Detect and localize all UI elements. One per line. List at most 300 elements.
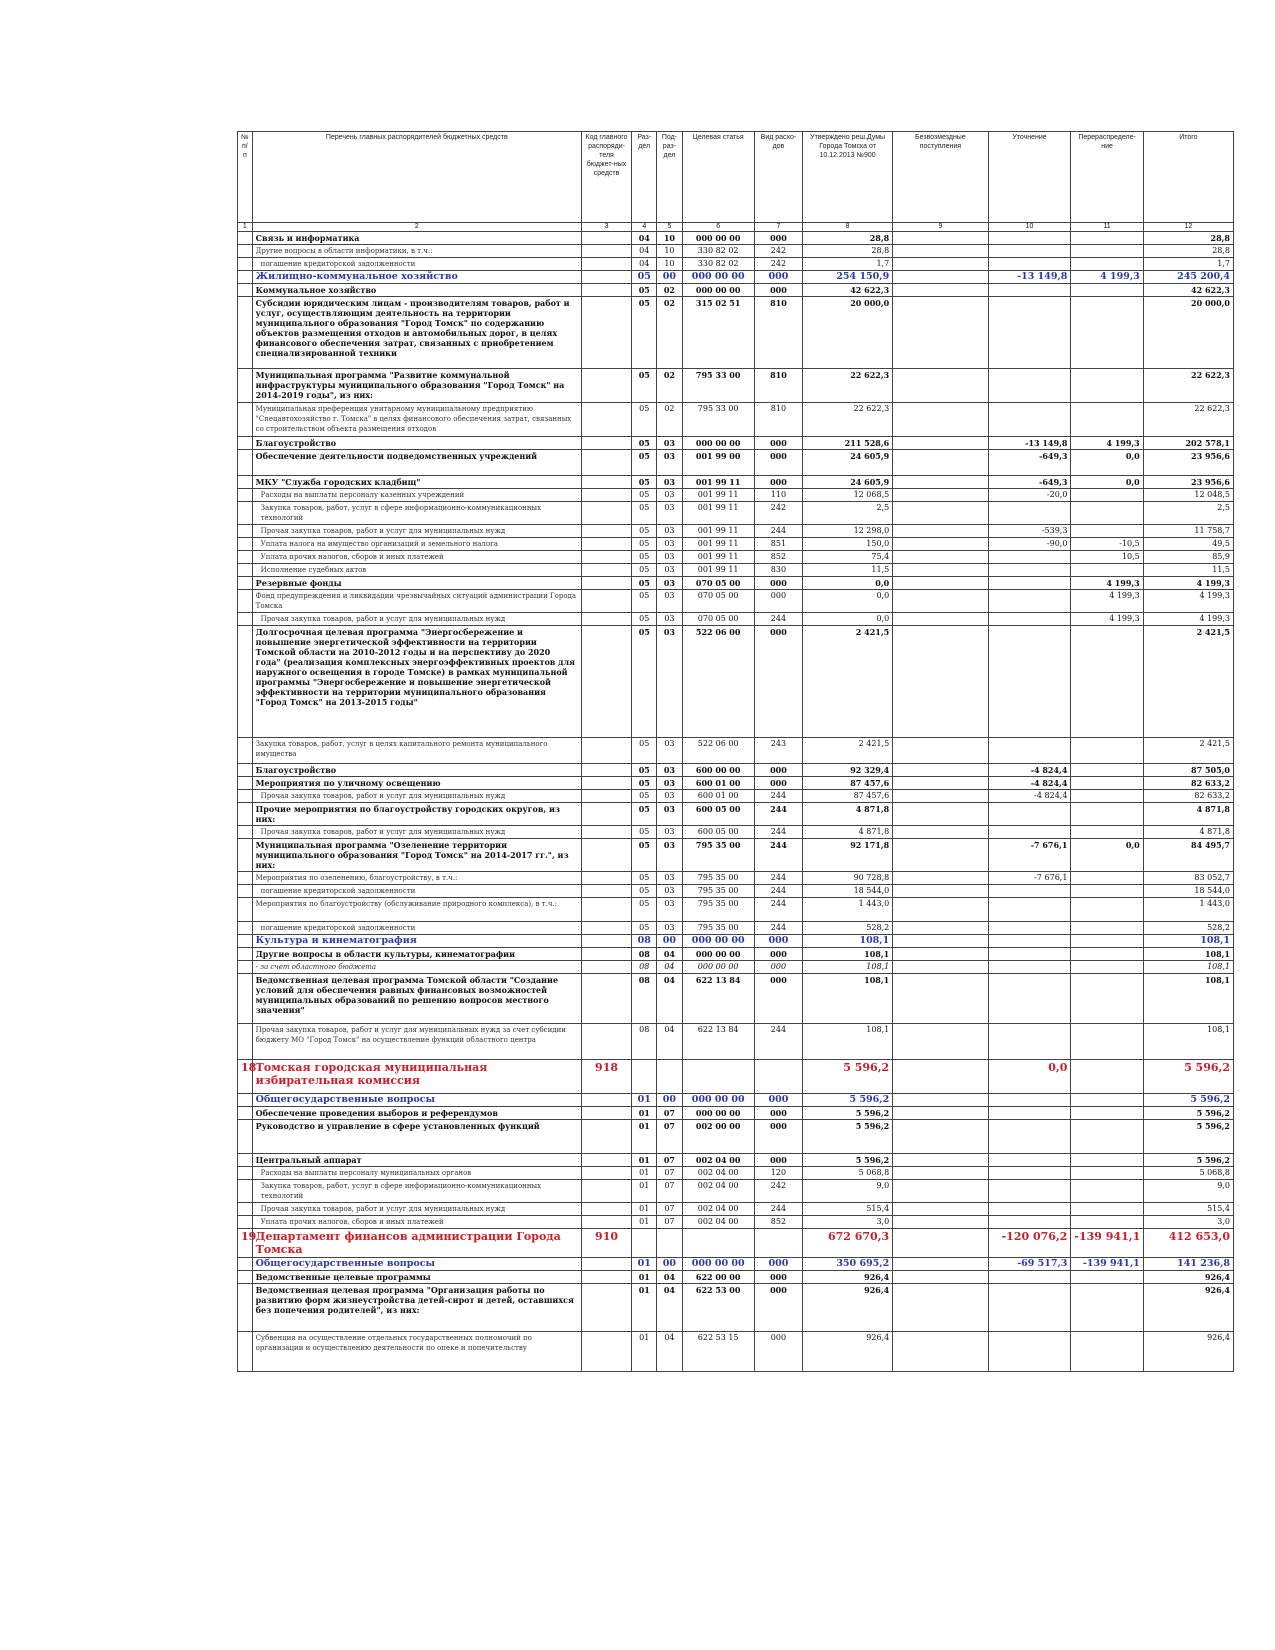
cell-utv: 926,4 bbox=[803, 1271, 893, 1284]
cell-utv: 3,0 bbox=[803, 1216, 893, 1229]
table-row bbox=[238, 1060, 1234, 1094]
cell-utoch bbox=[988, 551, 1071, 564]
cell-vr: 120 bbox=[754, 1167, 802, 1180]
cell-utv: 926,4 bbox=[803, 1284, 893, 1332]
cell-podr: 10 bbox=[657, 258, 682, 271]
cell-cs: 600 05 00 bbox=[682, 803, 754, 826]
cell-kod bbox=[581, 1203, 631, 1216]
cell-num bbox=[238, 885, 253, 898]
cell-utoch: -90,0 bbox=[988, 538, 1071, 551]
cell-razd: 05 bbox=[632, 885, 657, 898]
column-number: 7 bbox=[754, 223, 802, 232]
cell-vr: 000 bbox=[754, 1120, 802, 1154]
cell-bezv bbox=[893, 1060, 988, 1094]
cell-kod bbox=[581, 403, 631, 437]
cell-bezv bbox=[893, 245, 988, 258]
cell-name: Прочая закупка товаров, работ и услуг для муниципальных нужд bbox=[252, 613, 581, 626]
table-row bbox=[238, 935, 1234, 948]
cell-podr: 07 bbox=[657, 1167, 682, 1180]
cell-bezv bbox=[893, 948, 988, 961]
cell-num bbox=[238, 403, 253, 437]
cell-num bbox=[238, 626, 253, 738]
cell-name: Ведомственная целевая программа Томской области "Создание условий для обеспечения равных финансовых возможностей муниципальных образований по решению вопросов местного значения" bbox=[252, 974, 581, 1024]
cell-bezv bbox=[893, 525, 988, 538]
cell-utv: 515,4 bbox=[803, 1203, 893, 1216]
cell-utoch bbox=[988, 245, 1071, 258]
cell-razd: 08 bbox=[632, 935, 657, 948]
cell-name: Коммунальное хозяйство bbox=[252, 284, 581, 297]
cell-podr: 03 bbox=[657, 551, 682, 564]
cell-bezv bbox=[893, 777, 988, 790]
table-row bbox=[238, 232, 1234, 245]
cell-kod bbox=[581, 948, 631, 961]
cell-razd bbox=[632, 1060, 657, 1094]
column-number: 10 bbox=[988, 223, 1071, 232]
cell-vr: 244 bbox=[754, 872, 802, 885]
cell-cs: 002 04 00 bbox=[682, 1216, 754, 1229]
cell-razd: 05 bbox=[632, 369, 657, 403]
cell-itogo: 515,4 bbox=[1143, 1203, 1233, 1216]
cell-cs: 000 00 00 bbox=[682, 437, 754, 450]
cell-perer: 0,0 bbox=[1071, 476, 1143, 489]
cell-bezv bbox=[893, 369, 988, 403]
cell-num bbox=[238, 790, 253, 803]
cell-razd: 05 bbox=[632, 826, 657, 839]
cell-num bbox=[238, 258, 253, 271]
cell-utoch bbox=[988, 803, 1071, 826]
cell-vr: 000 bbox=[754, 1284, 802, 1332]
cell-podr: 03 bbox=[657, 489, 682, 502]
cell-bezv bbox=[893, 613, 988, 626]
cell-bezv bbox=[893, 839, 988, 872]
cell-num bbox=[238, 1094, 253, 1107]
cell-utv: 92 329,4 bbox=[803, 764, 893, 777]
cell-utoch bbox=[988, 1332, 1071, 1372]
table-row bbox=[238, 538, 1234, 551]
cell-num bbox=[238, 271, 253, 284]
cell-podr: 03 bbox=[657, 885, 682, 898]
table-row bbox=[238, 626, 1234, 738]
cell-vr: 000 bbox=[754, 232, 802, 245]
table-row bbox=[238, 961, 1234, 974]
cell-razd: 01 bbox=[632, 1167, 657, 1180]
cell-itogo: 926,4 bbox=[1143, 1332, 1233, 1372]
cell-razd: 05 bbox=[632, 922, 657, 935]
cell-perer bbox=[1071, 369, 1143, 403]
cell-utoch bbox=[988, 232, 1071, 245]
cell-kod bbox=[581, 803, 631, 826]
cell-vr: 242 bbox=[754, 1180, 802, 1203]
cell-itogo: 20 000,0 bbox=[1143, 297, 1233, 369]
cell-num bbox=[238, 922, 253, 935]
cell-num bbox=[238, 564, 253, 577]
cell-kod bbox=[581, 1120, 631, 1154]
cell-bezv bbox=[893, 764, 988, 777]
table-row bbox=[238, 1024, 1234, 1060]
cell-cs: 002 04 00 bbox=[682, 1180, 754, 1203]
cell-cs: 600 00 00 bbox=[682, 764, 754, 777]
cell-cs: 622 00 00 bbox=[682, 1271, 754, 1284]
cell-num bbox=[238, 803, 253, 826]
cell-razd: 01 bbox=[632, 1107, 657, 1120]
cell-itogo: 22 622,3 bbox=[1143, 403, 1233, 437]
cell-perer bbox=[1071, 502, 1143, 525]
cell-vr: 244 bbox=[754, 898, 802, 922]
cell-utv: 11,5 bbox=[803, 564, 893, 577]
cell-name: Жилищно-коммунальное хозяйство bbox=[252, 271, 581, 284]
cell-cs: 795 35 00 bbox=[682, 885, 754, 898]
cell-cs: 795 35 00 bbox=[682, 839, 754, 872]
cell-name: Прочая закупка товаров, работ и услуг для муниципальных нужд bbox=[252, 790, 581, 803]
cell-kod bbox=[581, 1180, 631, 1203]
cell-podr: 02 bbox=[657, 284, 682, 297]
cell-perer: 0,0 bbox=[1071, 839, 1143, 872]
cell-itogo: 2 421,5 bbox=[1143, 738, 1233, 764]
cell-name: Руководство и управление в сфере установленных функций bbox=[252, 1120, 581, 1154]
table-row bbox=[238, 1203, 1234, 1216]
table-row bbox=[238, 872, 1234, 885]
cell-razd: 01 bbox=[632, 1120, 657, 1154]
cell-cs: 000 00 00 bbox=[682, 232, 754, 245]
cell-utv: 92 171,8 bbox=[803, 839, 893, 872]
cell-cs: 000 00 00 bbox=[682, 1107, 754, 1120]
cell-perer bbox=[1071, 489, 1143, 502]
cell-cs: 622 53 00 bbox=[682, 1284, 754, 1332]
table-row bbox=[238, 450, 1234, 476]
cell-itogo: 245 200,4 bbox=[1143, 271, 1233, 284]
cell-perer bbox=[1071, 1167, 1143, 1180]
cell-utoch bbox=[988, 564, 1071, 577]
cell-kod bbox=[581, 1094, 631, 1107]
cell-cs: 002 04 00 bbox=[682, 1167, 754, 1180]
table-row bbox=[238, 502, 1234, 525]
cell-num bbox=[238, 1258, 253, 1271]
cell-utv: 24 605,9 bbox=[803, 476, 893, 489]
cell-itogo: 5 596,2 bbox=[1143, 1120, 1233, 1154]
cell-name: Фонд предупреждения и ликвидации чрезвычайных ситуаций администрации Города Томска bbox=[252, 590, 581, 613]
cell-razd: 05 bbox=[632, 403, 657, 437]
table-row bbox=[238, 613, 1234, 626]
cell-itogo: 18 544,0 bbox=[1143, 885, 1233, 898]
cell-num bbox=[238, 898, 253, 922]
cell-kod bbox=[581, 232, 631, 245]
cell-kod bbox=[581, 790, 631, 803]
cell-kod bbox=[581, 437, 631, 450]
cell-podr: 03 bbox=[657, 613, 682, 626]
cell-kod bbox=[581, 922, 631, 935]
cell-name: Прочие мероприятия по благоустройству городских округов, из них: bbox=[252, 803, 581, 826]
cell-itogo: 85,9 bbox=[1143, 551, 1233, 564]
cell-perer bbox=[1071, 1180, 1143, 1203]
cell-razd: 05 bbox=[632, 525, 657, 538]
cell-kod bbox=[581, 369, 631, 403]
cell-num bbox=[238, 1332, 253, 1372]
cell-name: МКУ "Служба городских кладбищ" bbox=[252, 476, 581, 489]
column-header: Вид расхо-дов bbox=[754, 132, 802, 223]
cell-bezv bbox=[893, 974, 988, 1024]
cell-cs: 001 99 11 bbox=[682, 489, 754, 502]
cell-bezv bbox=[893, 826, 988, 839]
cell-kod bbox=[581, 577, 631, 590]
cell-podr: 03 bbox=[657, 525, 682, 538]
cell-razd: 05 bbox=[632, 898, 657, 922]
cell-vr: 000 bbox=[754, 935, 802, 948]
cell-name: Обеспечение деятельности подведомственных учреждений bbox=[252, 450, 581, 476]
cell-perer: 10,5 bbox=[1071, 551, 1143, 564]
cell-podr: 03 bbox=[657, 922, 682, 935]
cell-perer bbox=[1071, 1120, 1143, 1154]
cell-kod bbox=[581, 1154, 631, 1167]
cell-vr: 852 bbox=[754, 551, 802, 564]
cell-name: Связь и информатика bbox=[252, 232, 581, 245]
cell-kod bbox=[581, 564, 631, 577]
cell-vr: 244 bbox=[754, 1024, 802, 1060]
table-row bbox=[238, 403, 1234, 437]
cell-name: Мероприятия по озеленению, благоустройству, в т.ч.: bbox=[252, 872, 581, 885]
cell-vr: 242 bbox=[754, 258, 802, 271]
cell-vr: 000 bbox=[754, 777, 802, 790]
cell-razd: 05 bbox=[632, 284, 657, 297]
cell-num bbox=[238, 1271, 253, 1284]
cell-razd: 01 bbox=[632, 1180, 657, 1203]
cell-podr: 03 bbox=[657, 790, 682, 803]
cell-perer bbox=[1071, 284, 1143, 297]
table-row bbox=[238, 803, 1234, 826]
cell-cs: 795 33 00 bbox=[682, 403, 754, 437]
cell-itogo: 108,1 bbox=[1143, 948, 1233, 961]
cell-utv: 87 457,6 bbox=[803, 790, 893, 803]
cell-razd: 05 bbox=[632, 626, 657, 738]
cell-itogo: 84 495,7 bbox=[1143, 839, 1233, 872]
cell-perer bbox=[1071, 626, 1143, 738]
cell-razd: 05 bbox=[632, 538, 657, 551]
cell-bezv bbox=[893, 961, 988, 974]
cell-num bbox=[238, 826, 253, 839]
cell-num bbox=[238, 935, 253, 948]
cell-perer bbox=[1071, 1271, 1143, 1284]
cell-podr: 03 bbox=[657, 626, 682, 738]
cell-num bbox=[238, 613, 253, 626]
cell-razd: 08 bbox=[632, 961, 657, 974]
cell-razd: 04 bbox=[632, 232, 657, 245]
cell-perer: -139 941,1 bbox=[1071, 1258, 1143, 1271]
cell-itogo: 83 052,7 bbox=[1143, 872, 1233, 885]
cell-cs: 000 00 00 bbox=[682, 1094, 754, 1107]
cell-bezv bbox=[893, 403, 988, 437]
cell-utv: 9,0 bbox=[803, 1180, 893, 1203]
cell-cs: 001 99 11 bbox=[682, 564, 754, 577]
cell-name: погашение кредиторской задолженности bbox=[252, 885, 581, 898]
cell-cs: 002 04 00 bbox=[682, 1154, 754, 1167]
cell-razd: 01 bbox=[632, 1284, 657, 1332]
cell-utv: 87 457,6 bbox=[803, 777, 893, 790]
cell-perer bbox=[1071, 764, 1143, 777]
cell-num bbox=[238, 1284, 253, 1332]
cell-utv: 28,8 bbox=[803, 245, 893, 258]
cell-utv: 108,1 bbox=[803, 974, 893, 1024]
cell-utoch bbox=[988, 502, 1071, 525]
cell-podr: 02 bbox=[657, 297, 682, 369]
cell-utoch: -69 517,3 bbox=[988, 1258, 1071, 1271]
cell-utoch: -4 824,4 bbox=[988, 777, 1071, 790]
cell-razd: 05 bbox=[632, 790, 657, 803]
cell-utv: 2,5 bbox=[803, 502, 893, 525]
cell-utv: 0,0 bbox=[803, 590, 893, 613]
cell-name: Благоустройство bbox=[252, 764, 581, 777]
cell-podr: 03 bbox=[657, 803, 682, 826]
table-row bbox=[238, 489, 1234, 502]
column-header: Под-раз-дел bbox=[657, 132, 682, 223]
cell-vr: 244 bbox=[754, 613, 802, 626]
table-row bbox=[238, 839, 1234, 872]
cell-cs: 600 01 00 bbox=[682, 777, 754, 790]
cell-kod bbox=[581, 271, 631, 284]
cell-name: Ведомственная целевая программа "Организация работы по развитию форм жизнеустройства детей-сирот и детей, оставшихся без попечения родителей", из них: bbox=[252, 1284, 581, 1332]
cell-podr: 03 bbox=[657, 764, 682, 777]
cell-kod bbox=[581, 764, 631, 777]
cell-num bbox=[238, 1180, 253, 1203]
cell-utoch bbox=[988, 1107, 1071, 1120]
cell-kod bbox=[581, 502, 631, 525]
cell-cs: 522 06 00 bbox=[682, 626, 754, 738]
cell-kod bbox=[581, 1284, 631, 1332]
cell-name: Прочая закупка товаров, работ и услуг для муниципальных нужд bbox=[252, 1203, 581, 1216]
table-row bbox=[238, 369, 1234, 403]
cell-vr: 000 bbox=[754, 284, 802, 297]
cell-cs: 002 04 00 bbox=[682, 1203, 754, 1216]
cell-bezv bbox=[893, 885, 988, 898]
cell-podr: 03 bbox=[657, 577, 682, 590]
cell-kod bbox=[581, 1107, 631, 1120]
cell-bezv bbox=[893, 284, 988, 297]
cell-utv: 1,7 bbox=[803, 258, 893, 271]
cell-utv: 28,8 bbox=[803, 232, 893, 245]
cell-vr: 000 bbox=[754, 764, 802, 777]
cell-itogo: 28,8 bbox=[1143, 232, 1233, 245]
column-number: 11 bbox=[1071, 223, 1143, 232]
cell-perer: 4 199,3 bbox=[1071, 577, 1143, 590]
cell-podr: 02 bbox=[657, 403, 682, 437]
cell-bezv bbox=[893, 1094, 988, 1107]
cell-itogo: 49,5 bbox=[1143, 538, 1233, 551]
cell-perer: 0,0 bbox=[1071, 450, 1143, 476]
cell-vr: 000 bbox=[754, 961, 802, 974]
column-header: Перераспределе-ние bbox=[1071, 132, 1143, 223]
cell-razd: 05 bbox=[632, 777, 657, 790]
table-row bbox=[238, 1284, 1234, 1332]
cell-podr: 03 bbox=[657, 898, 682, 922]
cell-perer bbox=[1071, 1060, 1143, 1094]
cell-bezv bbox=[893, 1024, 988, 1060]
cell-razd: 08 bbox=[632, 1024, 657, 1060]
cell-name: Муниципальная программа "Озеленение территории муниципального образования "Город Томск" на 2014-2017 гг.", из них: bbox=[252, 839, 581, 872]
cell-itogo: 42 622,3 bbox=[1143, 284, 1233, 297]
cell-perer: 4 199,3 bbox=[1071, 613, 1143, 626]
cell-utv: 4 871,8 bbox=[803, 826, 893, 839]
cell-cs bbox=[682, 1229, 754, 1258]
cell-num bbox=[238, 1024, 253, 1060]
cell-kod bbox=[581, 839, 631, 872]
cell-itogo: 108,1 bbox=[1143, 1024, 1233, 1060]
cell-name: Прочая закупка товаров, работ и услуг для муниципальных нужд bbox=[252, 525, 581, 538]
cell-num bbox=[238, 777, 253, 790]
cell-razd: 01 bbox=[632, 1258, 657, 1271]
cell-cs: 622 53 15 bbox=[682, 1332, 754, 1372]
cell-name: Резервные фонды bbox=[252, 577, 581, 590]
cell-razd: 05 bbox=[632, 590, 657, 613]
table-row bbox=[238, 790, 1234, 803]
cell-kod bbox=[581, 613, 631, 626]
cell-perer bbox=[1071, 1154, 1143, 1167]
cell-itogo: 23 956,6 bbox=[1143, 450, 1233, 476]
cell-razd: 05 bbox=[632, 613, 657, 626]
cell-name: Обеспечение проведения выборов и референдумов bbox=[252, 1107, 581, 1120]
cell-itogo: 4 199,3 bbox=[1143, 613, 1233, 626]
table-row bbox=[238, 437, 1234, 450]
cell-utoch: -13 149,8 bbox=[988, 271, 1071, 284]
cell-utoch: -4 824,4 bbox=[988, 764, 1071, 777]
cell-cs: 001 99 11 bbox=[682, 538, 754, 551]
cell-razd: 08 bbox=[632, 974, 657, 1024]
cell-perer bbox=[1071, 258, 1143, 271]
cell-itogo: 5 596,2 bbox=[1143, 1094, 1233, 1107]
cell-itogo: 4 871,8 bbox=[1143, 826, 1233, 839]
cell-itogo: 23 956,6 bbox=[1143, 476, 1233, 489]
cell-razd: 05 bbox=[632, 437, 657, 450]
cell-name: Общегосударственные вопросы bbox=[252, 1094, 581, 1107]
cell-podr: 03 bbox=[657, 450, 682, 476]
cell-vr: 810 bbox=[754, 369, 802, 403]
cell-num bbox=[238, 872, 253, 885]
cell-bezv bbox=[893, 450, 988, 476]
cell-num bbox=[238, 502, 253, 525]
cell-razd: 01 bbox=[632, 1094, 657, 1107]
cell-utv: 150,0 bbox=[803, 538, 893, 551]
cell-utoch bbox=[988, 403, 1071, 437]
cell-kod bbox=[581, 245, 631, 258]
cell-bezv bbox=[893, 1258, 988, 1271]
cell-perer bbox=[1071, 245, 1143, 258]
cell-bezv bbox=[893, 872, 988, 885]
cell-kod bbox=[581, 626, 631, 738]
cell-utoch bbox=[988, 284, 1071, 297]
cell-bezv bbox=[893, 922, 988, 935]
cell-perer bbox=[1071, 790, 1143, 803]
table-row bbox=[238, 1167, 1234, 1180]
table-row bbox=[238, 1154, 1234, 1167]
cell-num bbox=[238, 1167, 253, 1180]
cell-kod bbox=[581, 1216, 631, 1229]
cell-name: погашение кредиторской задолженности bbox=[252, 258, 581, 271]
cell-bezv bbox=[893, 297, 988, 369]
cell-itogo: 2,5 bbox=[1143, 502, 1233, 525]
cell-name: Расходы на выплаты персоналу казенных учреждений bbox=[252, 489, 581, 502]
cell-bezv bbox=[893, 502, 988, 525]
cell-perer bbox=[1071, 948, 1143, 961]
table-row bbox=[238, 564, 1234, 577]
cell-podr: 03 bbox=[657, 777, 682, 790]
cell-num bbox=[238, 974, 253, 1024]
cell-bezv bbox=[893, 1154, 988, 1167]
cell-kod bbox=[581, 590, 631, 613]
cell-name: Прочая закупка товаров, работ и услуг для муниципальных нужд bbox=[252, 826, 581, 839]
cell-itogo: 1,7 bbox=[1143, 258, 1233, 271]
cell-bezv bbox=[893, 489, 988, 502]
cell-utv: 75,4 bbox=[803, 551, 893, 564]
cell-kod bbox=[581, 961, 631, 974]
cell-utv: 211 528,6 bbox=[803, 437, 893, 450]
cell-itogo: 3,0 bbox=[1143, 1216, 1233, 1229]
